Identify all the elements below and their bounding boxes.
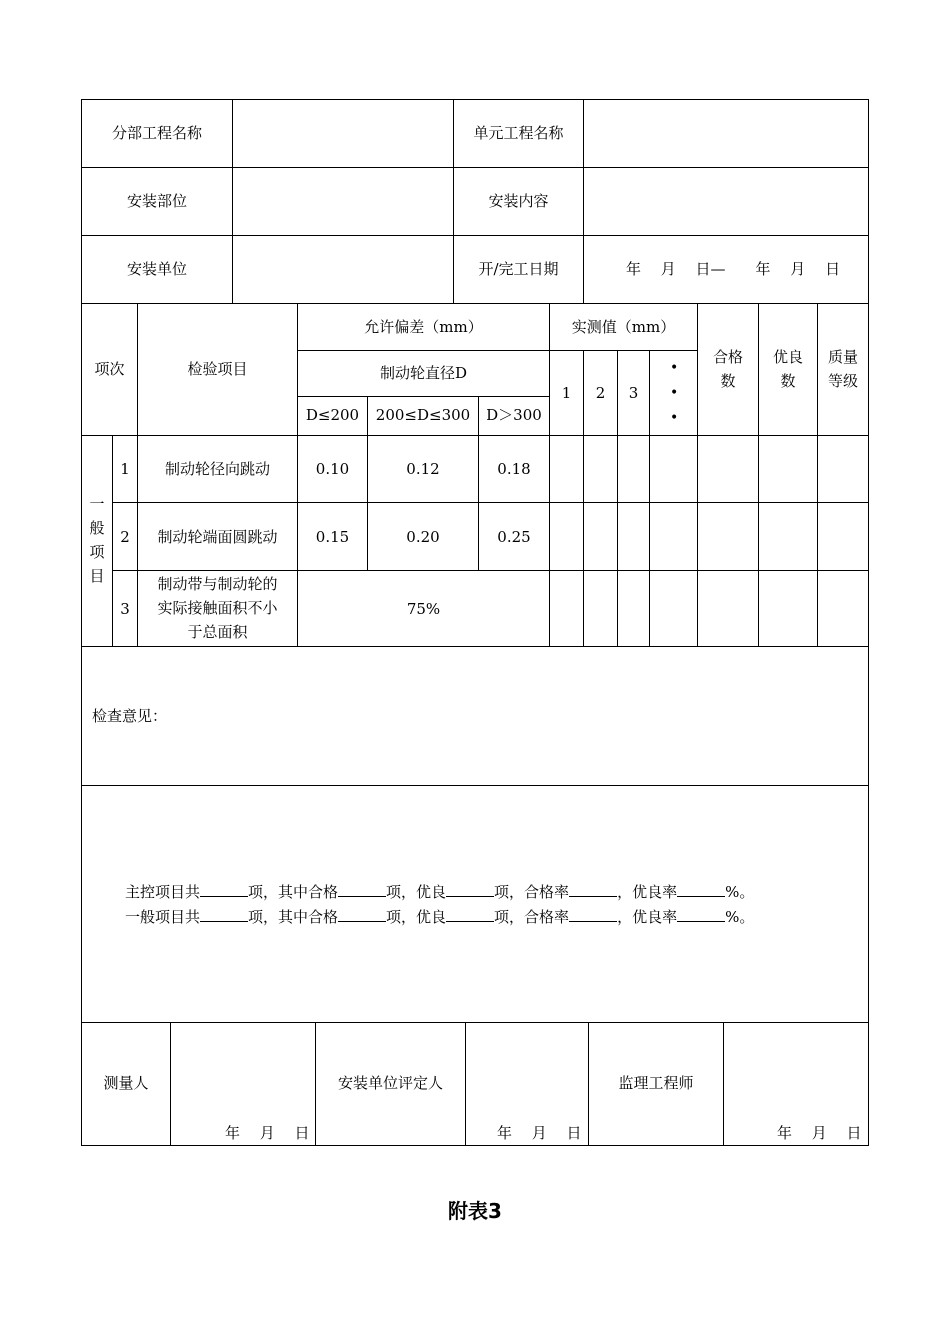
blank-field[interactable] (677, 882, 725, 897)
group-label: 一 (89, 495, 105, 513)
frame-top (81, 99, 869, 100)
col-grade: 质量 (827, 348, 858, 366)
row-item-name: 制动带与制动轮的 (157, 575, 278, 593)
summary-general-line (125, 907, 754, 927)
row-value: 75% (406, 600, 441, 618)
blank-field[interactable] (338, 882, 386, 897)
col-allowed-deviation: 允许偏差（mm） (364, 318, 483, 336)
row-value: 0.25 (497, 528, 531, 546)
measured-col-1: 1 (561, 384, 572, 402)
ellipsis-dot: • (670, 385, 679, 401)
frame-right (868, 99, 869, 1146)
row-item-name: 于总面积 (187, 623, 248, 641)
measured-col-3: 3 (628, 384, 639, 402)
install-unit-label: 安装单位 (126, 260, 187, 278)
blank-field[interactable] (569, 907, 617, 922)
row-item-name: 实际接触面积不小 (157, 599, 278, 617)
row-no: 1 (120, 460, 130, 478)
blank-field[interactable] (569, 882, 617, 897)
col-qualified: 数 (720, 372, 736, 390)
supervisor-label: 监理工程师 (618, 1074, 694, 1092)
summary-text: ，优良率 (617, 883, 678, 901)
rule (81, 435, 869, 436)
sub-project-label: 分部工程名称 (111, 124, 202, 142)
rule (549, 303, 550, 646)
date-label: 开/完工日期 (478, 260, 559, 278)
col-excellent: 优良 (772, 348, 803, 366)
rule (81, 235, 869, 236)
summary-text: ，优良率 (617, 908, 678, 926)
row-value: 0.18 (497, 460, 531, 478)
blank-field[interactable] (446, 907, 494, 922)
rule (81, 167, 869, 168)
summary-text: 项，合格率 (494, 908, 570, 926)
rule (81, 303, 869, 304)
frame-left (81, 99, 82, 1146)
blank-field[interactable] (338, 907, 386, 922)
summary-text: %。 (725, 883, 755, 901)
col-check-item: 检验项目 (187, 360, 248, 378)
rule (81, 646, 869, 647)
ellipsis-dot: • (670, 410, 679, 426)
blank-field[interactable] (446, 882, 494, 897)
dia-range: D＞300 (486, 406, 542, 424)
measurer-label: 测量人 (103, 1074, 149, 1092)
summary-text: 项，其中合格 (248, 908, 339, 926)
row-value: 0.12 (406, 460, 440, 478)
rule (170, 1022, 171, 1146)
frame-bottom (81, 1145, 869, 1146)
col-grade: 等级 (827, 372, 858, 390)
rule (465, 1022, 466, 1146)
signature-date: 年 月 日 (225, 1124, 310, 1142)
rule (297, 350, 697, 351)
row-no: 2 (120, 528, 130, 546)
group-label: 般 (89, 519, 105, 537)
summary-text: 主控项目共 (125, 883, 201, 901)
row-item-name: 制动轮径向跳动 (164, 460, 270, 478)
rule (112, 502, 869, 503)
rule (649, 350, 650, 646)
row-value: 0.20 (406, 528, 440, 546)
col-qualified: 合格 (712, 348, 743, 366)
row-value: 0.10 (315, 460, 350, 478)
install-location-label: 安装部位 (126, 192, 187, 210)
install-evaluator-label: 安装单位评定人 (337, 1074, 443, 1092)
rule (81, 1022, 869, 1023)
dia-range: D≤200 (305, 406, 360, 424)
row-item-name: 制动轮端面圆跳动 (157, 528, 278, 546)
date-value: 年 月 日— 年 月 日 (626, 260, 841, 278)
blank-field[interactable] (200, 907, 248, 922)
blank-field[interactable] (677, 907, 725, 922)
rule (232, 99, 233, 303)
ellipsis-dot: • (670, 360, 679, 376)
measured-col-2: 2 (595, 384, 606, 402)
group-label: 项 (89, 543, 105, 561)
rule (112, 570, 869, 571)
row-value: 0.15 (315, 528, 350, 546)
rule (297, 396, 549, 397)
blank-field[interactable] (200, 882, 248, 897)
summary-text: 一般项目共 (125, 908, 201, 926)
signature-date: 年 月 日 (497, 1124, 582, 1142)
col-item-no: 项次 (94, 360, 125, 378)
group-label: 目 (89, 567, 105, 585)
rule (583, 99, 584, 303)
signature-date: 年 月 日 (777, 1124, 862, 1142)
install-content-label: 安装内容 (488, 192, 549, 210)
col-excellent: 数 (780, 372, 796, 390)
row-no: 3 (120, 600, 130, 618)
unit-project-label: 单元工程名称 (473, 124, 564, 142)
summary-text: 项，优良 (386, 883, 447, 901)
summary-text: %。 (725, 908, 755, 926)
rule (723, 1022, 724, 1146)
dia-range: 200≤D≤300 (375, 406, 471, 424)
summary-main-line (125, 882, 754, 902)
summary-text: 项，其中合格 (248, 883, 339, 901)
summary-text: 项，优良 (386, 908, 447, 926)
appendix-title: 附表3 (448, 1199, 502, 1223)
opinion-label: 检查意见： (92, 707, 168, 725)
col-wheel-diameter: 制动轮直径D (379, 364, 468, 382)
col-measured: 实测值（mm） (571, 318, 676, 336)
rule (81, 785, 869, 786)
summary-text: 项，合格率 (494, 883, 570, 901)
